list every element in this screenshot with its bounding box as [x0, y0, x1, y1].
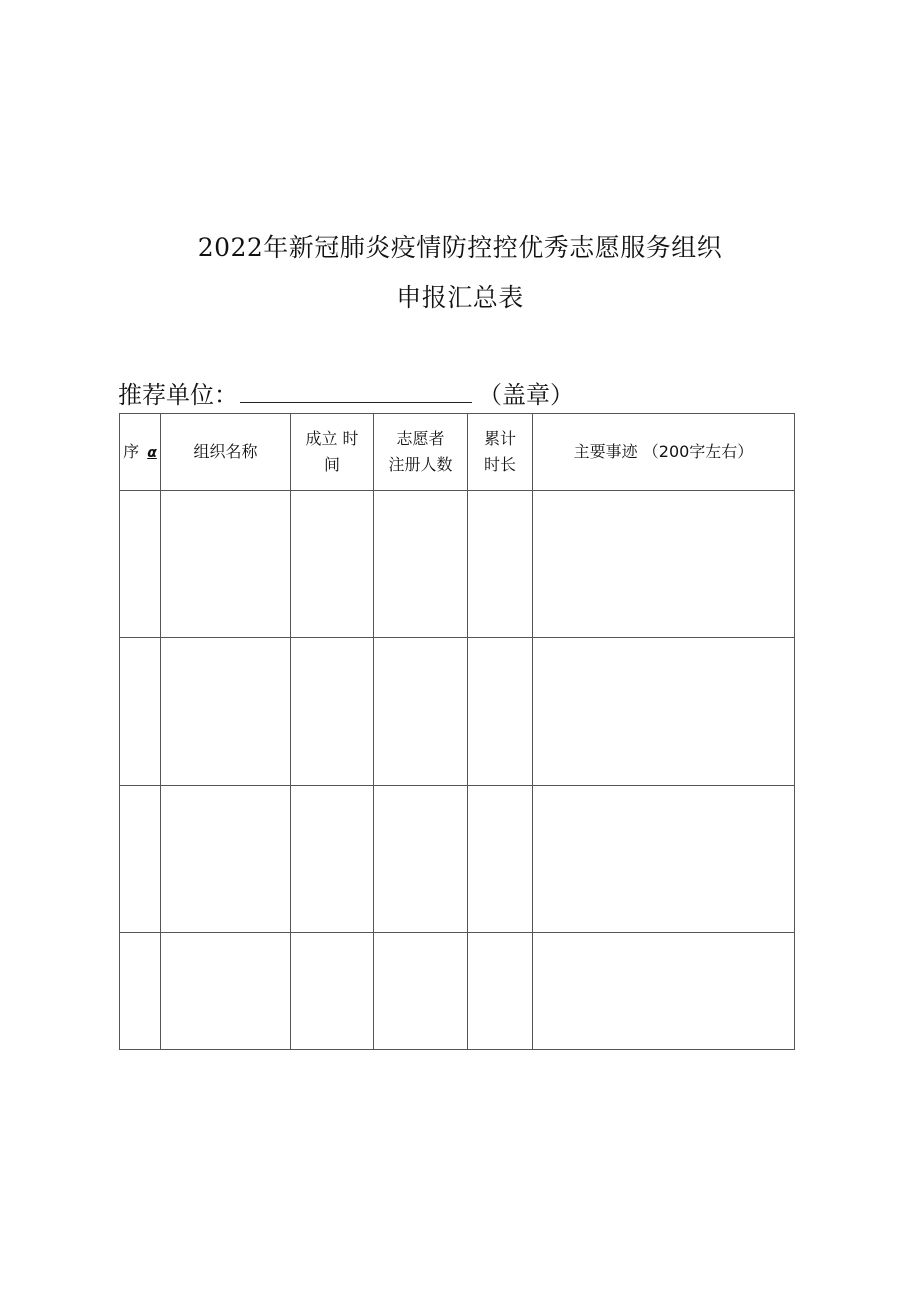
cell-seq[interactable] [120, 785, 161, 932]
cell-org-name[interactable] [161, 491, 291, 638]
header-seq-sub: α [147, 444, 157, 461]
header-founded-line2: 间 [323, 455, 340, 475]
cell-seq[interactable] [120, 638, 161, 785]
title-line-2: 申报汇总表 [396, 283, 524, 312]
cell-deeds[interactable] [533, 638, 795, 785]
header-volunteers-line1: 志愿者 [396, 429, 445, 449]
header-hours-line2: 时长 [483, 455, 516, 475]
table-row [120, 932, 795, 1049]
cell-seq[interactable] [120, 491, 161, 638]
document-title [0, 228, 920, 318]
seal-note: （盖章） [478, 381, 574, 409]
cell-seq[interactable] [120, 932, 161, 1049]
cell-founded[interactable] [291, 638, 374, 785]
cell-deeds[interactable] [533, 785, 795, 932]
table-header-row [120, 414, 795, 491]
cell-org-name[interactable] [161, 638, 291, 785]
header-volunteers [374, 414, 468, 491]
header-founded-line1: 成立 时 [305, 429, 359, 449]
header-volunteers-line2: 注册人数 [388, 455, 453, 475]
cell-hours[interactable] [468, 932, 533, 1049]
cell-hours[interactable] [468, 638, 533, 785]
recommender-label: 推荐单位： [118, 381, 238, 409]
cell-org-name[interactable] [161, 785, 291, 932]
cell-volunteers[interactable] [374, 638, 468, 785]
cell-founded[interactable] [291, 785, 374, 932]
cell-org-name[interactable] [161, 932, 291, 1049]
header-deeds: 主要事迹 （200字左右） [533, 414, 795, 491]
cell-volunteers[interactable] [374, 932, 468, 1049]
table-row [120, 638, 795, 785]
table-row [120, 491, 795, 638]
cell-hours[interactable] [468, 785, 533, 932]
header-hours [468, 414, 533, 491]
cell-deeds[interactable] [533, 491, 795, 638]
cell-founded[interactable] [291, 932, 374, 1049]
cell-deeds[interactable] [533, 932, 795, 1049]
cell-founded[interactable] [291, 491, 374, 638]
header-hours-line1: 累计 [483, 429, 516, 449]
recommender-blank-field[interactable] [240, 378, 472, 403]
header-founded [291, 414, 374, 491]
recommender-line [118, 377, 574, 413]
cell-volunteers[interactable] [374, 491, 468, 638]
table-row [120, 785, 795, 932]
header-seq: 序 α [120, 414, 161, 491]
summary-table [119, 413, 795, 1050]
header-org-name: 组织名称 [161, 414, 291, 491]
cell-hours[interactable] [468, 491, 533, 638]
cell-volunteers[interactable] [374, 785, 468, 932]
title-line-1: 2022年新冠肺炎疫情防控控优秀志愿服务组织 [197, 233, 723, 262]
